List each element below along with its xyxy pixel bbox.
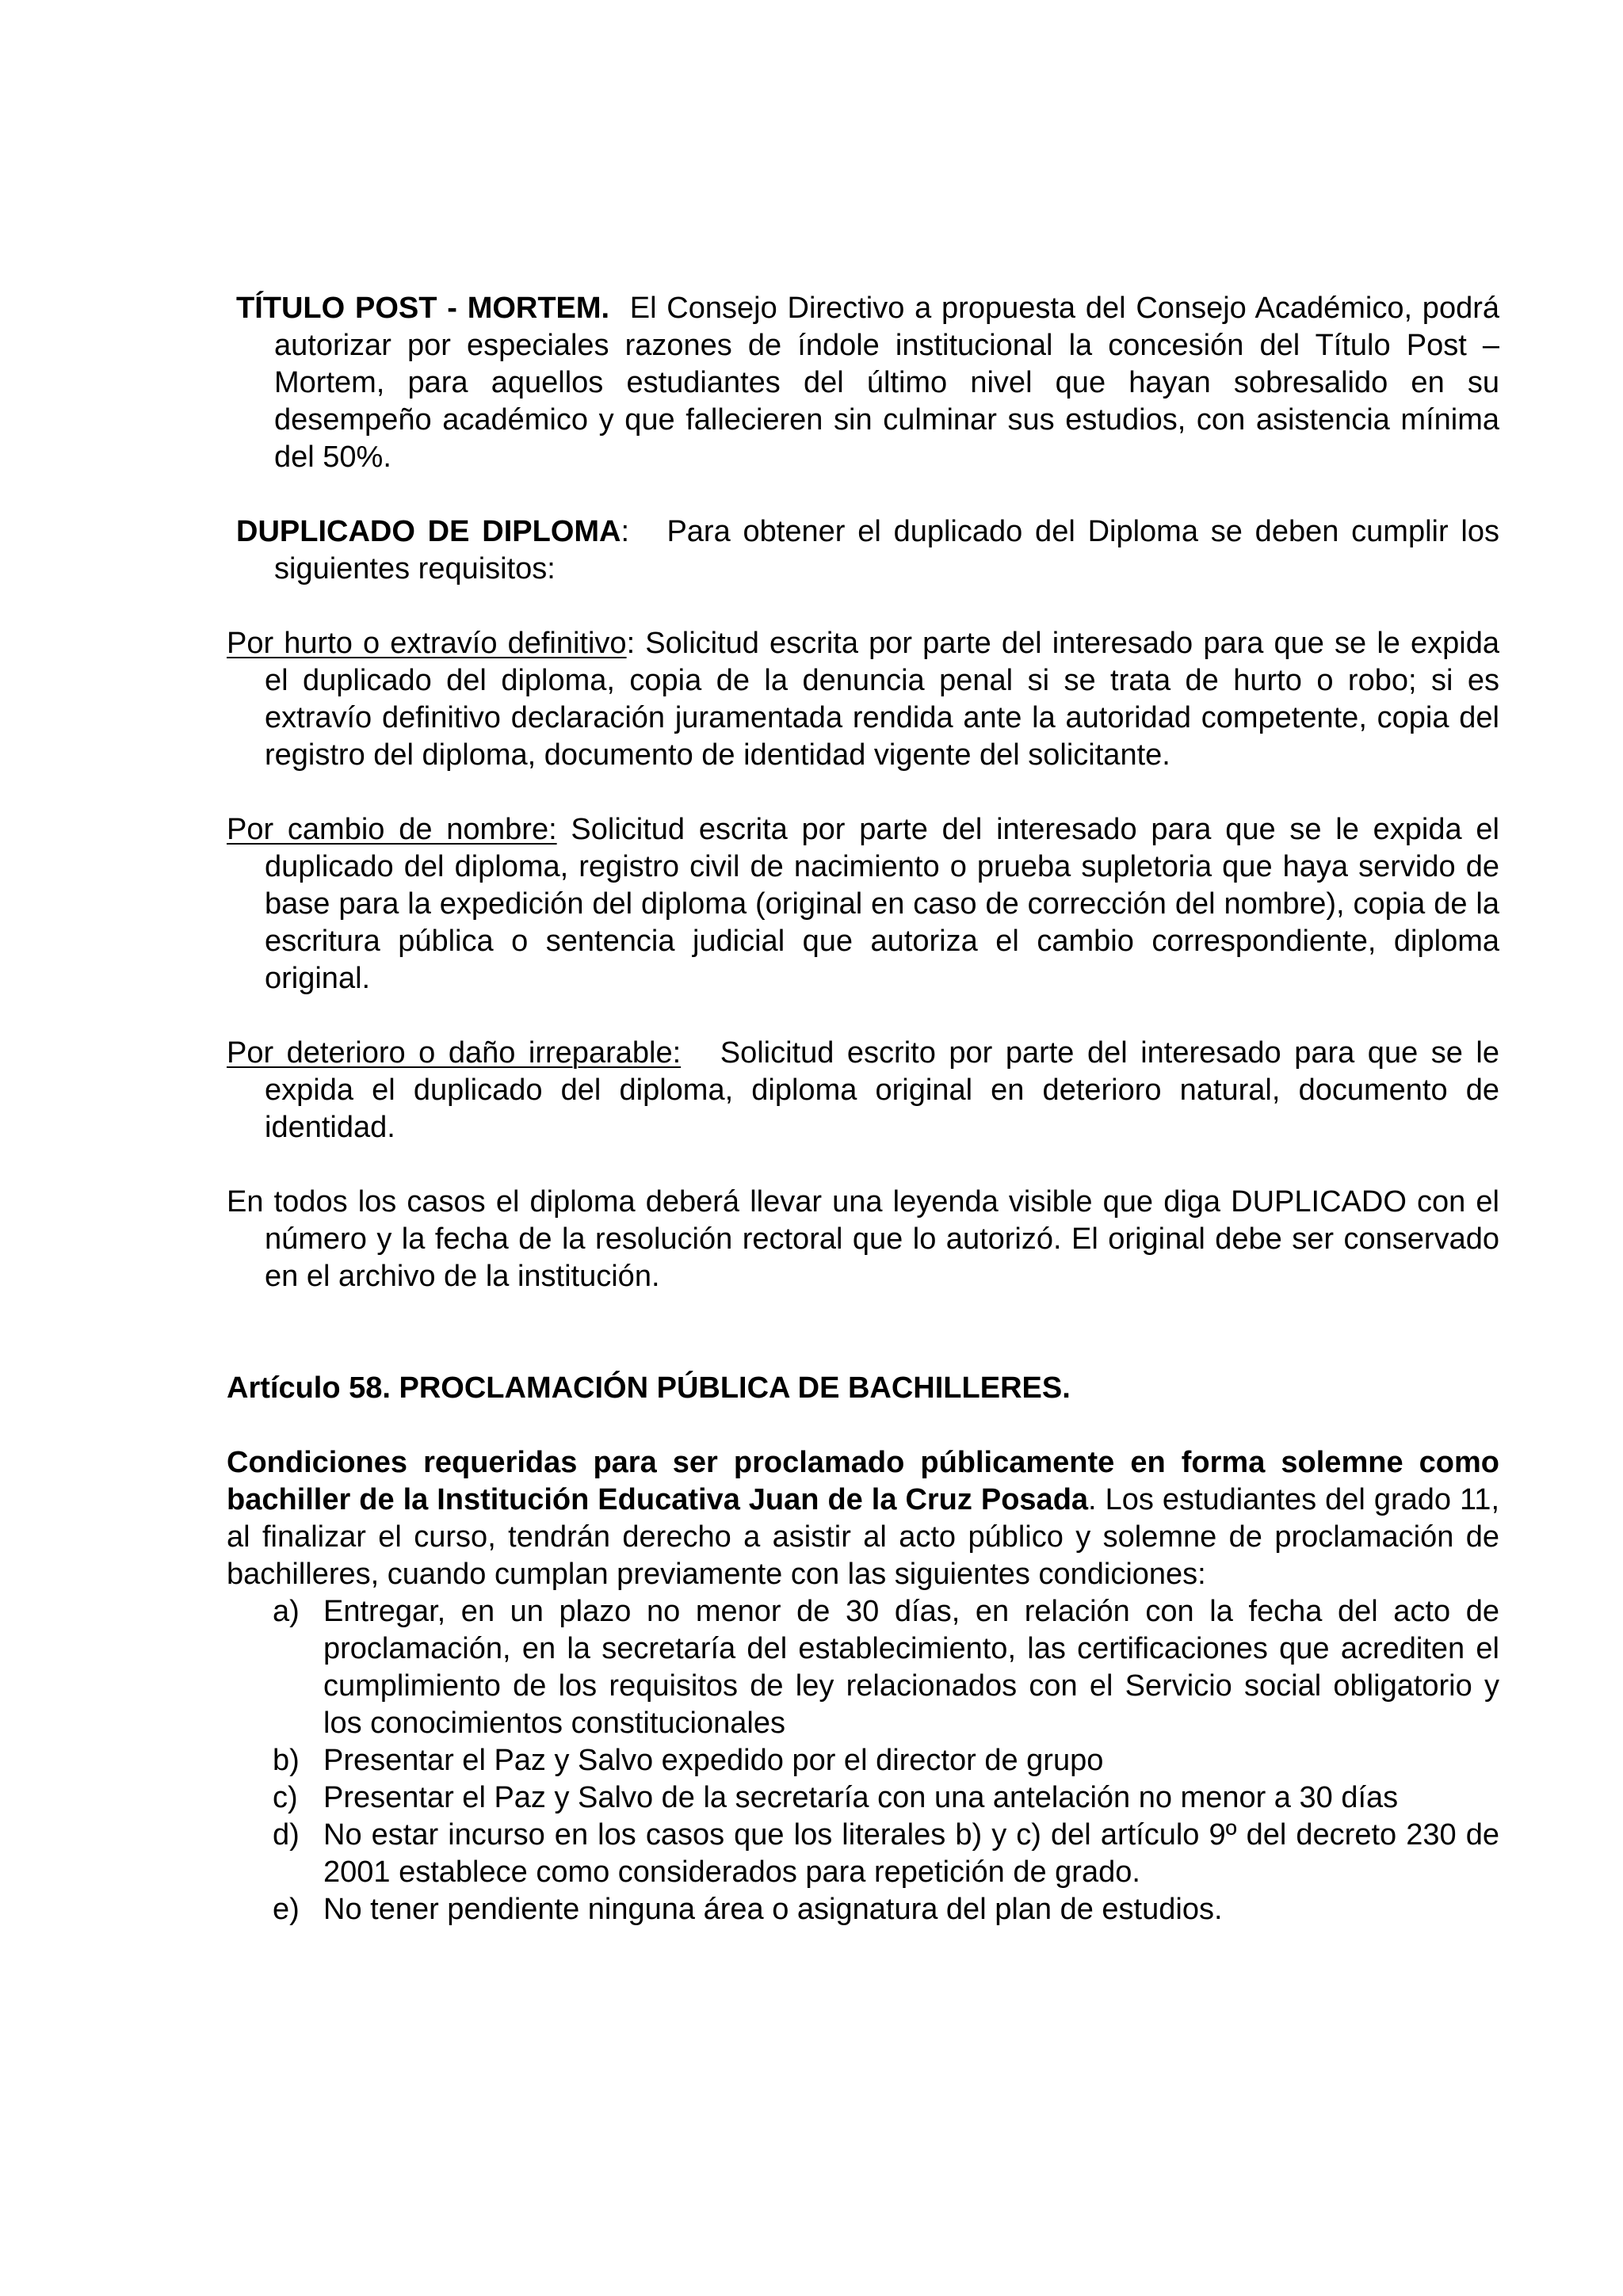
- list-item-marker: e): [273, 1893, 300, 1926]
- document-body: [227, 290, 1499, 1928]
- list-item-text: No tener pendiente ninguna área o asignatura del plan de estudios.: [323, 1893, 1223, 1926]
- list-item-text: Entregar, en un plazo no menor de 30 días, en relación con la fecha del acto de proclamación, en la secretaría del establecimiento, las certificaciones que acrediten el cumplimiento de los requisitos de ley relacionados con el Servicio social obligatorio y los conocimientos constitucionales: [323, 1595, 1499, 1740]
- duplicado-sep: :: [621, 515, 630, 548]
- list-item-text: No estar incurso en los casos que los literales b) y c) del artículo 9º del decreto 230 de 2001 establece como considerados para repetición de grado.: [323, 1818, 1499, 1889]
- deterioro-label: Por deterioro o daño irreparable:: [227, 1036, 682, 1070]
- cambio-paragraph: [227, 811, 1499, 997]
- list-item-text: Presentar el Paz y Salvo de la secretaría con una antelación no menor a 30 días: [323, 1781, 1399, 1814]
- hurto-label: Por hurto o extravío definitivo: [227, 627, 627, 660]
- list-item: [227, 1891, 1499, 1928]
- spacer: [227, 476, 1499, 513]
- list-item: [227, 1742, 1499, 1779]
- cambio-text: Solicitud escrita por parte del interesado para que se le expida el duplicado del diploma, registro civil de nacimiento o prueba supletoria que haya servido de base para la expedición del diploma (original en caso de corrección del nombre), copia de la escritura pública o sentencia judicial que autoriza el cambio correspondiente, diploma original.: [265, 813, 1499, 995]
- post-mortem-paragraph: [236, 290, 1499, 476]
- list-item-marker: c): [273, 1781, 298, 1814]
- spacer: [227, 588, 1499, 625]
- spacer: [227, 997, 1499, 1035]
- todos-casos-text: En todos los casos el diploma deberá llevar una leyenda visible que diga DUPLICADO con el número y la fecha de la resolución rectoral que lo autorizó. El original debe ser conservado en el archivo de la institución.: [227, 1185, 1499, 1293]
- post-mortem-heading: TÍTULO POST - MORTEM.: [236, 292, 610, 325]
- conditions-heading: Condiciones requeridas para ser proclamado públicamente en forma solemne como bachiller de la Institución Educativa Juan de la Cruz Posada: [227, 1446, 1499, 1516]
- list-item-marker: d): [273, 1818, 300, 1852]
- post-mortem-text: El Consejo Directivo a propuesta del Consejo Académico, podrá autorizar por especiales razones de índole institucional la concesión del Título Post – Mortem, para aquellos estudiantes del último nivel que hayan sobresalido en su desempeño académico y que fallecieren sin culminar sus estudios, con asistencia mínima del 50%.: [274, 292, 1499, 474]
- list-item: [227, 1593, 1499, 1742]
- deterioro-text: Solicitud escrito por parte del interesado para que se le expida el duplicado del diploma, diploma original en deterioro natural, documento de identidad.: [265, 1036, 1499, 1144]
- duplicado-paragraph: [236, 513, 1499, 588]
- spacer: [227, 1146, 1499, 1184]
- articulo-58-title: Artículo 58. PROCLAMACIÓN PÚBLICA DE BACHILLERES.: [227, 1371, 1071, 1405]
- conditions-paragraph: [227, 1444, 1499, 1593]
- hurto-paragraph: [227, 625, 1499, 774]
- duplicado-text: Para obtener el duplicado del Diploma se deben cumplir los siguientes requisitos:: [274, 515, 1499, 585]
- list-item: [227, 1817, 1499, 1891]
- deterioro-paragraph: [227, 1035, 1499, 1146]
- spacer: [227, 1295, 1499, 1370]
- conditions-text: . Los estudiantes del grado 11, al finalizar el curso, tendrán derecho a asistir al acto público y solemne de proclamación de bachilleres, cuando cumplan previamente con las siguientes condiciones:: [227, 1483, 1500, 1591]
- hurto-text: : Solicitud escrita por parte del interesado para que se le expida el duplicado del diploma, copia de la denuncia penal si se trata de hurto o robo; si es extravío definitivo declaración juramentada rendida ante la autoridad competente, copia del registro del diploma, documento de identidad vigente del solicitante.: [265, 627, 1500, 772]
- spacer: [227, 1407, 1499, 1444]
- list-item: [227, 1779, 1499, 1817]
- todos-casos-paragraph: [227, 1184, 1499, 1295]
- cambio-label: Por cambio de nombre:: [227, 813, 557, 846]
- list-item-marker: b): [273, 1744, 300, 1777]
- spacer: [227, 774, 1499, 811]
- conditions-list: [227, 1593, 1499, 1928]
- duplicado-heading: DUPLICADO DE DIPLOMA: [236, 515, 621, 548]
- list-item-marker: a): [273, 1595, 300, 1628]
- list-item-text: Presentar el Paz y Salvo expedido por el director de grupo: [323, 1744, 1104, 1777]
